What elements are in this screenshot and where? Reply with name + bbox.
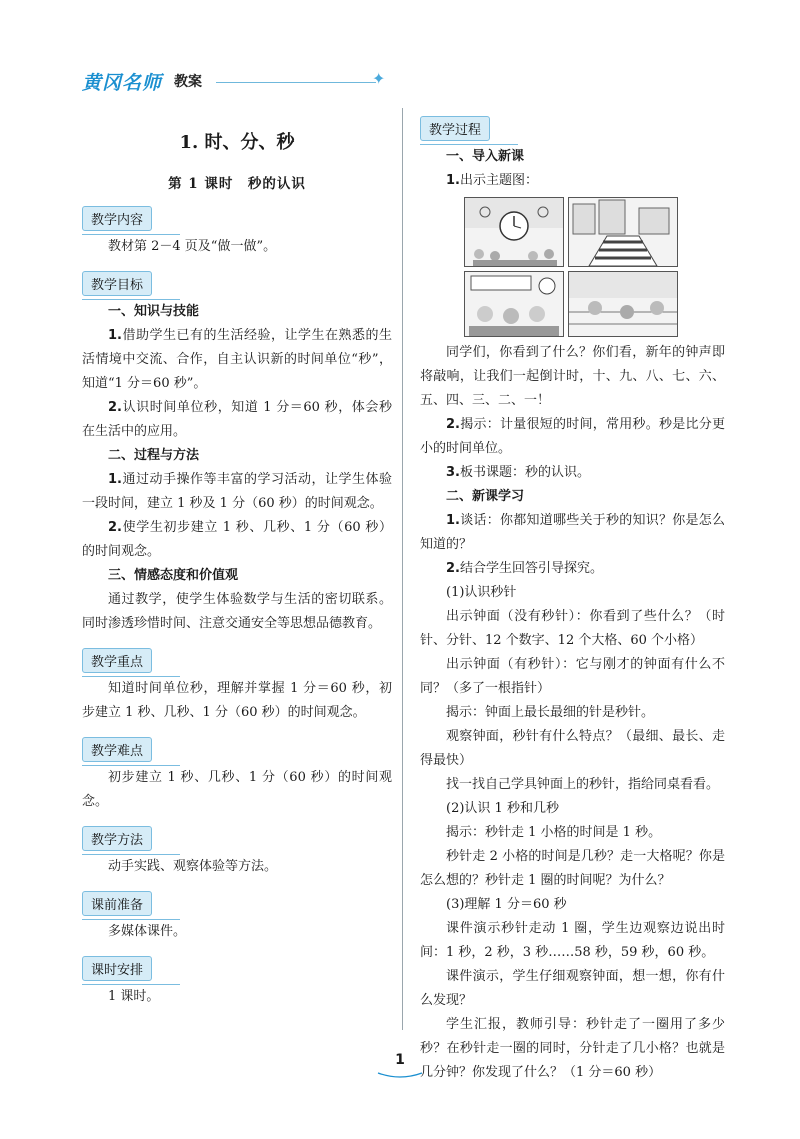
section-label-content: 教学内容 xyxy=(82,206,152,231)
header-rule xyxy=(216,82,376,83)
goals-heading-values: 三、情感态度和价值观 xyxy=(108,568,239,583)
step-item: 2.揭示：计量很短的时间，常用秒。秒是比分更小的时间单位。 xyxy=(420,417,725,456)
page-number-ornament xyxy=(376,1072,424,1078)
lesson-title: 第 1 课时 秒的认识 xyxy=(168,176,306,192)
process-heading-intro: 一、导入新课 xyxy=(446,149,525,164)
step-item: 2.结合学生回答引导探究。 xyxy=(446,561,603,576)
lesson-paragraph: 学生汇报，教师引导：秒针走了一圈用了多少秒？在秒针走一圈的同时，分针走了几小格？也就是几分钟？你发现了什么？（1 分＝60 秒） xyxy=(420,1017,725,1080)
intro-paragraph: 同学们，你看到了什么？你们看，新年的钟声即将敲响，让我们一起倒计时，十、九、八、七、六、五、四、三、二、一！ xyxy=(420,345,725,408)
lesson-paragraph: 观察钟面，秒针有什么特点？（最细、最长、走得最快） xyxy=(420,729,725,768)
illustration-panel-classroom xyxy=(464,271,564,337)
sparkle-icon: ✦ xyxy=(372,69,386,88)
lesson-paragraph: 出示钟面（有秒针）：它与刚才的钟面有什么不同？（多了一根指针） xyxy=(420,657,725,696)
section-label-goals: 教学目标 xyxy=(82,271,152,296)
goal-item: 2.使学生初步建立 1 秒、几秒、1 分（60 秒）的时间观念。 xyxy=(82,520,392,559)
subsection-heading: (1)认识秒针 xyxy=(446,585,517,600)
section-label-difficulties: 教学难点 xyxy=(82,737,152,762)
goal-item: 通过教学，使学生体验数学与生活的密切联系。同时渗透珍惜时间、注意交通安全等思想品德教育。 xyxy=(82,592,392,631)
goals-heading-knowledge: 一、知识与技能 xyxy=(108,304,200,319)
goal-item: 1.借助学生已有的生活经验，让学生在熟悉的生活情境中交流、合作，自主认识新的时间单位“秒”，知道“1 分＝60 秒”。 xyxy=(82,328,392,391)
content-paragraph: 教材第 2－4 页及“做一做”。 xyxy=(108,239,277,254)
lesson-paragraph: 揭示：秒针走 1 小格的时间是 1 秒。 xyxy=(446,825,662,840)
illustration-panel-clock-tower xyxy=(464,197,564,267)
schedule-paragraph: 1 课时。 xyxy=(108,989,160,1004)
step-item: 3.板书课题：秒的认识。 xyxy=(446,465,590,480)
illustration-panel-crosswalk xyxy=(568,197,678,267)
right-column xyxy=(420,112,725,1085)
section-label-methods: 教学方法 xyxy=(82,826,152,851)
step-item: 1.出示主题图： xyxy=(446,173,538,188)
section-label-key-points: 教学重点 xyxy=(82,648,152,673)
goal-item: 2.认识时间单位秒，知道 1 分＝60 秒，体会秒在生活中的应用。 xyxy=(82,400,392,439)
subsection-heading: (2)认识 1 秒和几秒 xyxy=(446,801,559,816)
column-divider xyxy=(402,108,403,1030)
page-number: 1 xyxy=(395,1052,405,1068)
lesson-paragraph: 出示钟面（没有秒针）：你看到了些什么？（时针、分针、12 个数字、12 个大格、60 个小格） xyxy=(420,609,725,648)
methods-paragraph: 动手实践、观察体验等方法。 xyxy=(108,859,278,874)
step-item: 1.谈话：你都知道哪些关于秒的知识？你是怎么知道的？ xyxy=(420,513,725,552)
lesson-paragraph: 找一找自己学具钟面上的秒针，指给同桌看看。 xyxy=(446,777,720,792)
theme-illustration xyxy=(464,197,678,337)
goals-heading-process: 二、过程与方法 xyxy=(108,448,200,463)
subsection-heading: (3)理解 1 分＝60 秒 xyxy=(446,897,567,912)
lesson-paragraph: 秒针走 2 小格的时间是几秒？走一大格呢？你是怎么想的？秒针走 1 圈的时间呢？为什么？ xyxy=(420,849,725,888)
left-column xyxy=(82,120,392,1009)
section-label-process: 教学过程 xyxy=(420,116,490,141)
key-points-paragraph: 知道时间单位秒，理解并掌握 1 分＝60 秒，初步建立 1 秒、几秒、1 分（60 秒）的时间观念。 xyxy=(82,681,392,720)
lesson-paragraph: 揭示：钟面上最长最细的针是秒针。 xyxy=(446,705,655,720)
section-label-schedule: 课时安排 xyxy=(82,956,152,981)
process-heading-new-lesson: 二、新课学习 xyxy=(446,489,525,504)
goal-item: 1.通过动手操作等丰富的学习活动，让学生体验一段时间，建立 1 秒及 1 分（60 秒）的时间观念。 xyxy=(82,472,392,511)
illustration-panel-race xyxy=(568,271,678,337)
preparation-paragraph: 多媒体课件。 xyxy=(108,924,187,939)
lesson-paragraph: 课件演示秒针走动 1 圈，学生边观察边说出时间：1 秒，2 秒，3 秒……58 秒，59 秒，60 秒。 xyxy=(420,921,725,960)
section-label-preparation: 课前准备 xyxy=(82,891,152,916)
page-title: 1. 时、分、秒 xyxy=(179,132,295,153)
brand-logo: 黄冈名师 xyxy=(82,72,163,94)
brand-subtitle: 教案 xyxy=(174,74,202,90)
lesson-paragraph: 课件演示，学生仔细观察钟面，想一想，你有什么发现？ xyxy=(420,969,725,1008)
difficulties-paragraph: 初步建立 1 秒、几秒、1 分（60 秒）的时间观念。 xyxy=(82,770,392,809)
